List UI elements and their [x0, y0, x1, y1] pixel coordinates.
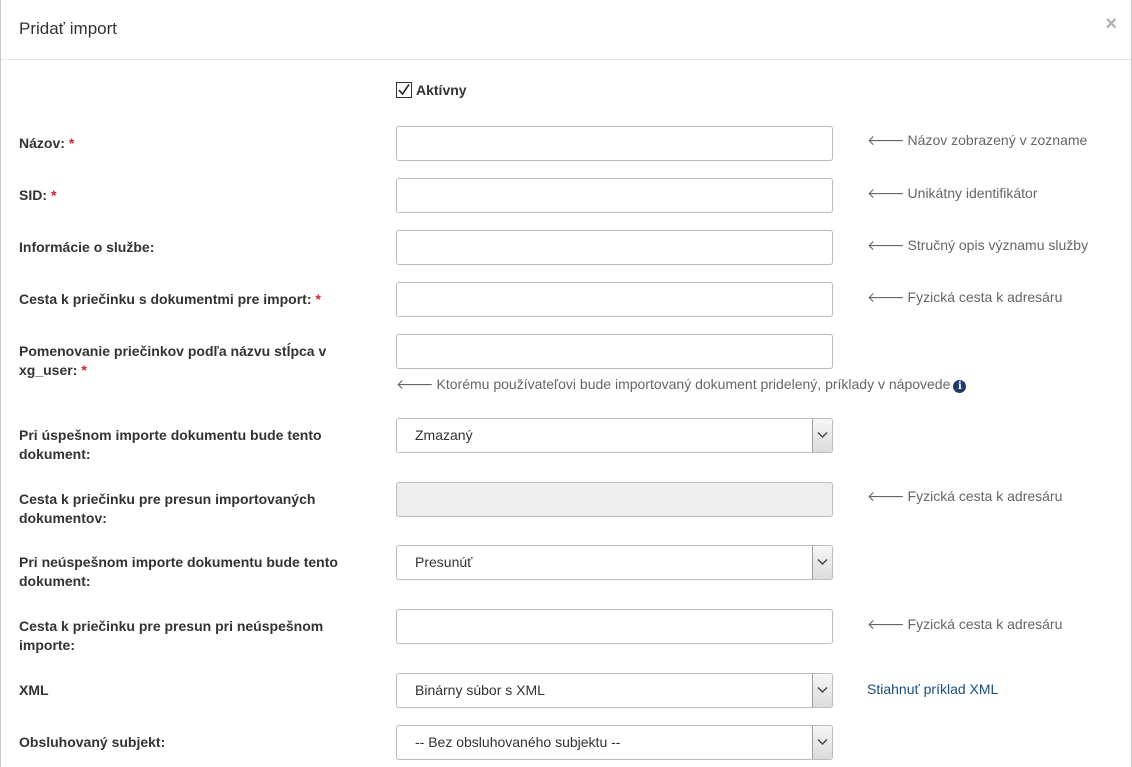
- dropdown-button[interactable]: [812, 546, 832, 579]
- name-hint: 🡐 Názov zobrazený v zozname: [867, 132, 1088, 148]
- dropdown-button[interactable]: [812, 419, 832, 452]
- chevron-down-icon: [817, 558, 828, 566]
- arrow-left-icon: 🡐: [867, 289, 905, 305]
- import-path-label: Cesta k priečinku s dokumentmi pre import: *: [19, 291, 321, 307]
- on-failure-label: Pri neúspešnom importe dokumentu bude tento dokument:: [19, 554, 338, 589]
- service-info-hint: 🡐 Stručný opis významu služby: [867, 237, 1089, 253]
- required-mark: *: [81, 362, 87, 378]
- import-path-hint: 🡐 Fyzická cesta k adresáru: [867, 289, 1063, 305]
- on-failure-value: Presunúť: [415, 554, 473, 570]
- arrow-left-icon: 🡐: [867, 132, 905, 148]
- xml-select[interactable]: [396, 673, 833, 708]
- arrow-left-icon: 🡐: [867, 616, 905, 632]
- download-xml-example-link[interactable]: Stiahnuť príklad XML: [867, 681, 999, 697]
- dropdown-button[interactable]: [812, 674, 832, 707]
- on-success-label: Pri úspešnom importe dokumentu bude tento dokument:: [19, 427, 322, 462]
- dropdown-button[interactable]: [812, 726, 832, 759]
- required-mark: *: [315, 291, 321, 307]
- required-mark: *: [68, 135, 75, 151]
- dialog-header: [1, 0, 1131, 60]
- served-subject-value: -- Bez obsluhovaného subjektu --: [415, 734, 621, 750]
- folder-naming-input[interactable]: [396, 334, 833, 369]
- dialog-title: Pridať import: [19, 19, 118, 38]
- folder-naming-label: Pomenovanie priečinkov podľa názvu stĺpca v xg_user: *: [19, 343, 327, 378]
- info-icon[interactable]: i: [953, 380, 966, 393]
- sid-input[interactable]: [396, 178, 833, 213]
- folder-naming-hint: 🡐 Ktorému používateľovi bude importovaný dokument pridelený, príklady v nápovede i: [396, 376, 966, 393]
- required-mark: *: [51, 187, 57, 203]
- arrow-left-icon: 🡐: [396, 376, 434, 392]
- name-input[interactable]: [396, 126, 833, 161]
- fail-path-label: Cesta k priečinku pre presun pri neúspešnom importe:: [19, 618, 324, 653]
- move-path-label: Cesta k priečinku pre presun importovaných dokumentov:: [19, 491, 316, 526]
- on-failure-select[interactable]: [396, 545, 833, 580]
- fail-path-hint: 🡐 Fyzická cesta k adresáru: [867, 616, 1063, 632]
- fail-path-input[interactable]: [396, 609, 833, 644]
- xml-label: XML: [19, 682, 49, 698]
- chevron-down-icon: [817, 738, 828, 746]
- xml-value: Binárny súbor s XML: [415, 682, 545, 698]
- arrow-left-icon: 🡐: [867, 488, 905, 504]
- on-success-value: Zmazaný: [415, 427, 473, 443]
- arrow-left-icon: 🡐: [867, 185, 905, 201]
- sid-hint: 🡐 Unikátny identifikátor: [867, 185, 1038, 201]
- service-info-input[interactable]: [396, 230, 833, 265]
- sid-label: SID: *: [19, 187, 57, 203]
- on-success-select[interactable]: [396, 418, 833, 453]
- arrow-left-icon: 🡐: [867, 237, 905, 253]
- served-subject-select[interactable]: [396, 725, 833, 760]
- service-info-label: Informácie o službe:: [19, 239, 155, 255]
- checkmark-icon: [397, 83, 411, 97]
- close-icon[interactable]: ×: [1105, 13, 1117, 35]
- active-checkbox-row[interactable]: [396, 82, 467, 98]
- active-checkbox[interactable]: [396, 82, 412, 98]
- move-path-hint: 🡐 Fyzická cesta k adresáru: [867, 488, 1063, 504]
- served-subject-label: Obsluhovaný subjekt:: [19, 734, 166, 750]
- import-path-input[interactable]: [396, 282, 833, 317]
- move-path-input: [396, 482, 833, 517]
- chevron-down-icon: [817, 431, 828, 439]
- chevron-down-icon: [817, 686, 828, 694]
- active-label: Aktívny: [416, 82, 467, 98]
- name-label: Názov: *: [19, 135, 75, 151]
